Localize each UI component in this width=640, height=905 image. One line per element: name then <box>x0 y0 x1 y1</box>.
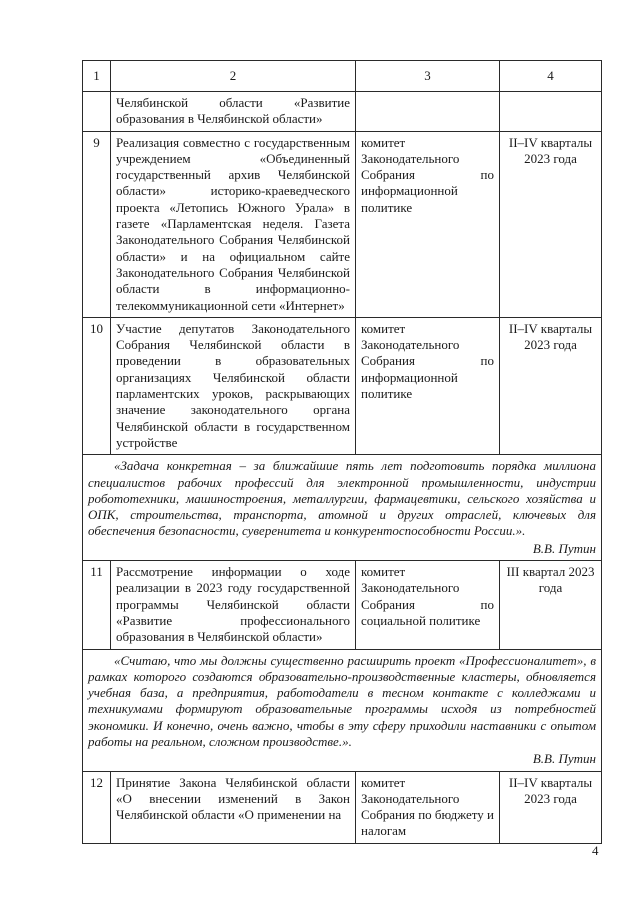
table-row-10 <box>83 317 602 454</box>
row-term <box>500 92 602 132</box>
row-number: 9 <box>83 131 111 317</box>
row-responsible <box>356 92 500 132</box>
row-description: Рассмотрение информации о ходе реализации в 2023 году государственной программы Челябинской области «Развитие профессионального образования в Челябинской области» <box>111 561 356 649</box>
quote-text: «Считаю, что мы должны существенно расширить проект «Профессионалитет», в рамках которого создаются образовательно-производственные кластеры, обновляется учебная база, а предприятия, работодатели в тесном контакте с колледжами и техникумами формируют образовательные программы исходя из потребностей экономики. И конечно, очень важно, чтобы в эту сферу приходили наставники с опытом работы на реальном, сложном производстве.». <box>88 652 596 749</box>
row-description: Участие депутатов Законодательного Собрания Челябинской области в проведении в образовательных организациях Челябинской области парламентских уроков, раскрывающих значение законодательного органа Челябинской области в государственном устройстве <box>111 317 356 454</box>
table-row-11 <box>83 561 602 649</box>
table-row-9 <box>83 131 602 317</box>
quote-text: «Задача конкретная – за ближайшие пять лет подготовить порядка миллиона специалистов рабочих профессий для электронной промышленности, индустрии робототехники, машиностроения, металлургии, фармацевтики, сельского хозяйства и ОПК, строительства, транспорта, атомной и других отраслей, ключевых для обеспечения безопасности, суверенитета и конкурентоспособности России.». <box>88 458 596 539</box>
row-number: 10 <box>83 317 111 454</box>
page-number: 4 <box>592 843 599 858</box>
row-description: Принятие Закона Челябинской области «О внесении изменений в Закон Челябинской области «О применении на <box>111 771 356 843</box>
row-term: III квартал 2023 года <box>500 561 602 649</box>
quote-author: В.В. Путин <box>532 540 596 556</box>
quote-row-2 <box>83 649 602 771</box>
row-number: 12 <box>83 771 111 843</box>
row-responsible: комитет Законодательного Собрания по информационной политике <box>356 131 500 317</box>
action-plan-table <box>82 60 602 844</box>
quote-row-1 <box>83 455 602 561</box>
row-term: II–IV кварталы 2023 года <box>500 317 602 454</box>
table-row-12 <box>83 771 602 843</box>
row-responsible: комитет Законодательного Собрания по бюджету и налогам <box>356 771 500 843</box>
row-responsible: комитет Законодательного Собрания по социальной политике <box>356 561 500 649</box>
header-col-4: 4 <box>500 61 602 92</box>
header-col-1: 1 <box>83 61 111 92</box>
quote-block <box>83 649 602 771</box>
row-description: Реализация совместно с государственным учреждением «Объединенный государственный архив Челябинской области» историко-краеведческого проекта «Летопись Южного Урала» в газете «Парламентская неделя. Газета Законодательного Собрания Челябинской области» и на официальном сайте Законодательного Собрания Челябинской области в информационно-телекоммуникационной сети «Интернет» <box>111 131 356 317</box>
row-term: II–IV кварталы 2023 года <box>500 131 602 317</box>
row-term: II–IV кварталы 2023 года <box>500 771 602 843</box>
table-header-row <box>83 61 602 92</box>
table-row-continuation <box>83 92 602 132</box>
row-number <box>83 92 111 132</box>
row-responsible: комитет Законодательного Собрания по информационной политике <box>356 317 500 454</box>
quote-author: В.В. Путин <box>532 751 596 767</box>
row-number: 11 <box>83 561 111 649</box>
row-description: Челябинской области «Развитие образования в Челябинской области» <box>111 92 356 132</box>
header-col-2: 2 <box>111 61 356 92</box>
header-col-3: 3 <box>356 61 500 92</box>
quote-block <box>83 455 602 561</box>
